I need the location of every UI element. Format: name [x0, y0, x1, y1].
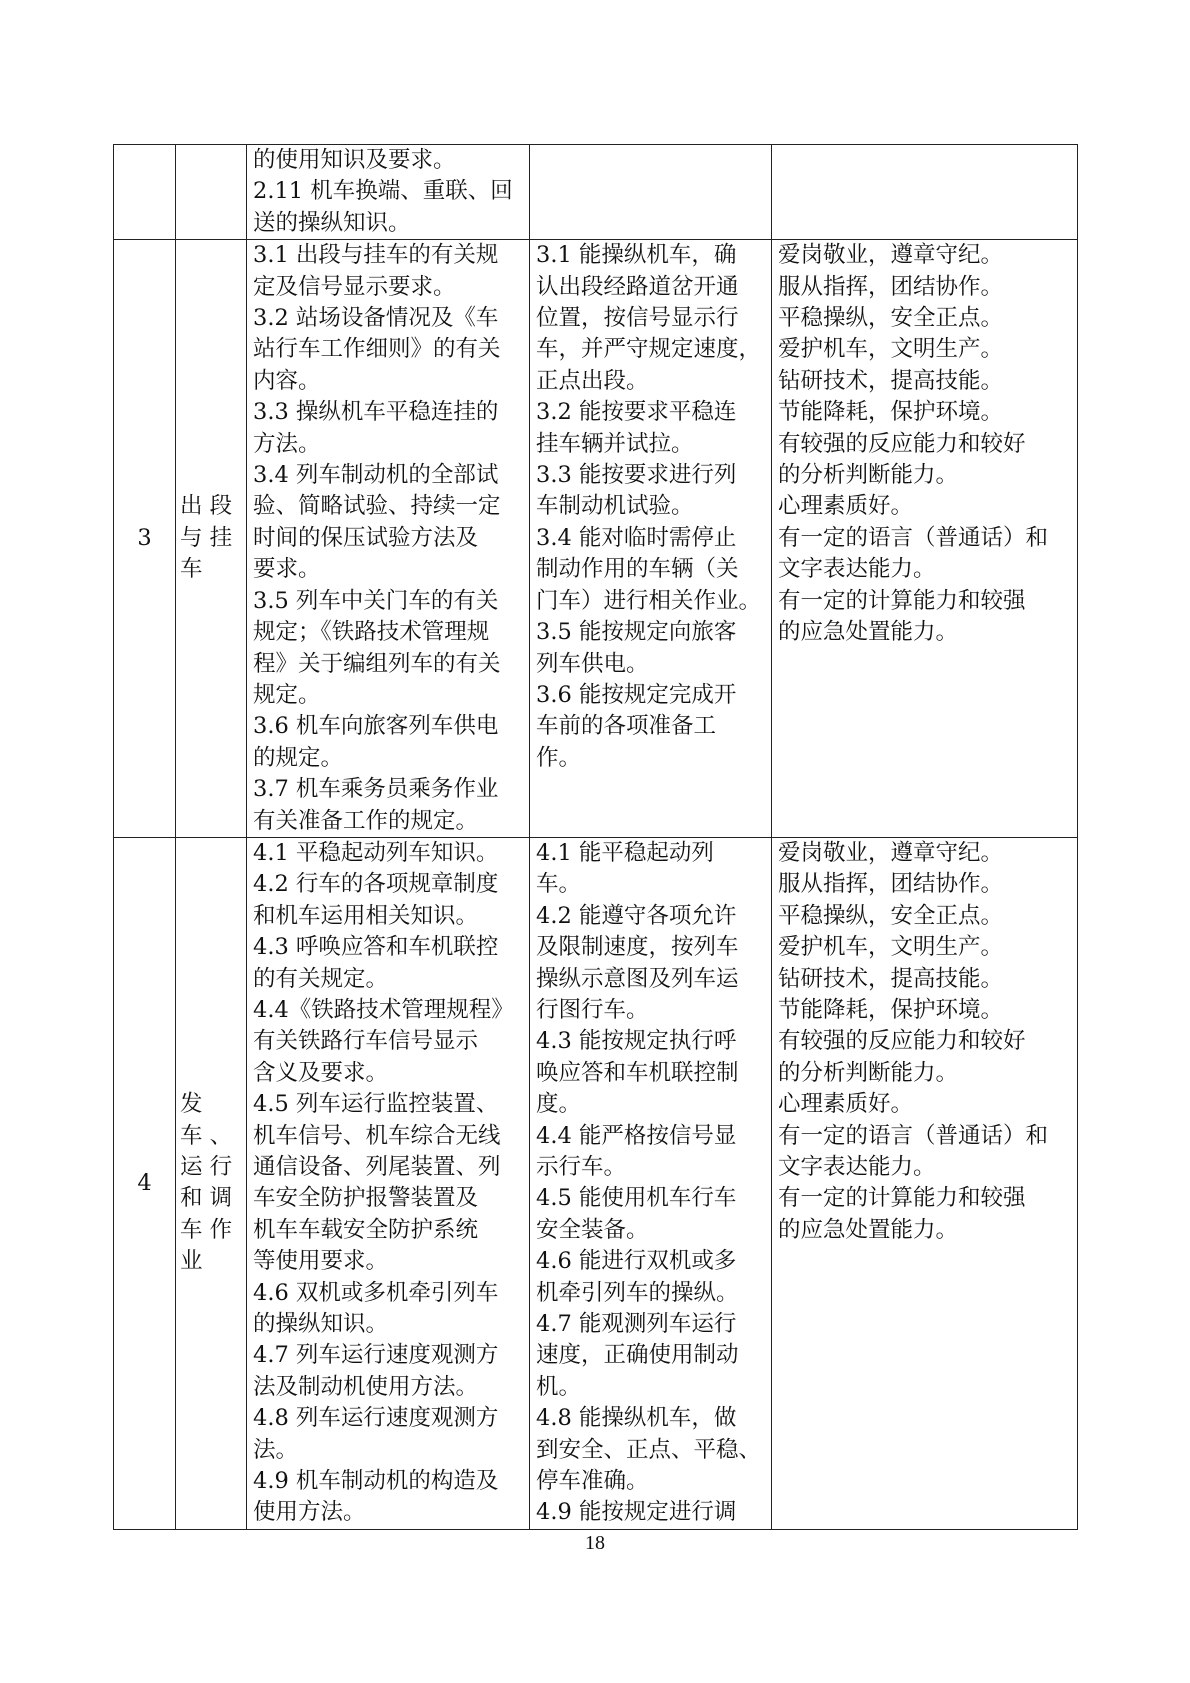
quality-requirements — [772, 837, 1078, 1529]
quality-requirements — [772, 240, 1078, 838]
text-line: 4.5 能使用机车行车 — [536, 1185, 737, 1212]
skill-requirements — [530, 837, 772, 1529]
text-line: 停车准确。 — [536, 1468, 649, 1495]
text-line: 文字表达能力。 — [778, 556, 936, 583]
text-line: 服从指挥，团结协作。 — [778, 871, 1004, 898]
text-line: 制动作用的车辆（关 — [536, 556, 739, 583]
row-number — [114, 145, 176, 240]
text-line: 4.8 列车运行速度观测方 — [253, 1405, 499, 1432]
text-line: 位置，按信号显示行 — [536, 305, 739, 332]
text-line: 安全装备。 — [536, 1216, 649, 1243]
text-line: 爱护机车，文明生产。 — [778, 934, 1004, 961]
text-line: 作。 — [536, 744, 582, 771]
text-line: 车。 — [536, 871, 582, 898]
text-line: 送的操纵知识。 — [253, 209, 411, 236]
text-line: 车 — [180, 556, 203, 583]
text-line: 3.2 能按要求平稳连 — [536, 399, 737, 426]
skill-requirements — [530, 145, 772, 240]
text-line: 爱岗敬业，遵章守纪。 — [778, 839, 1004, 866]
text-line: 的应急处置能力。 — [778, 1216, 959, 1243]
text-line: 爱护机车，文明生产。 — [778, 336, 1004, 363]
text-line: 站行车工作细则》的有关 — [253, 336, 501, 363]
text-line: 到安全、正点、平稳、 — [536, 1436, 762, 1463]
text-line: 2.11 机车换端、重联、回 — [253, 178, 513, 205]
text-line: 4.7 列车运行速度观测方 — [253, 1342, 499, 1369]
text-line: 钻研技术，提高技能。 — [778, 965, 1004, 992]
text-line: 规定。 — [253, 681, 321, 708]
text-line: 4.6 能进行双机或多 — [536, 1248, 737, 1275]
text-line: 车制动机试验。 — [536, 493, 694, 520]
text-line: 列车供电。 — [536, 650, 649, 677]
text-line: 行图行车。 — [536, 996, 649, 1023]
text-line: 4.1 平稳起动列车知识。 — [253, 839, 499, 866]
text-line: 3.4 列车制动机的全部试 — [253, 462, 499, 489]
text-line: 节能降耗，保护环境。 — [778, 399, 1004, 426]
text-line: 4.4 能严格按信号显 — [536, 1122, 737, 1149]
text-line: 机车车载安全防护系统 — [253, 1216, 479, 1243]
text-line: 时间的保压试验方法及 — [253, 524, 479, 551]
text-line: 门车）进行相关作业。 — [536, 587, 762, 614]
text-line: 心理素质好。 — [778, 493, 914, 520]
text-line: 挂车辆并试拉。 — [536, 430, 694, 457]
text-line: 方法。 — [253, 430, 321, 457]
text-line: 3.6 机车向旅客列车供电 — [253, 713, 499, 740]
text-line: 内容。 — [253, 367, 321, 394]
text-line: 与 挂 — [180, 524, 233, 551]
text-line: 通信设备、列尾装置、列 — [253, 1154, 501, 1180]
text-line: 有一定的语言（普通话）和 — [778, 524, 1049, 551]
text-line: 4.9 机车制动机的构造及 — [253, 1468, 499, 1495]
text-line: 3.2 站场设备情况及《车 — [253, 305, 499, 332]
text-line: 验、简略试验、持续一定 — [253, 493, 501, 520]
table-body — [114, 145, 1078, 1530]
text-line: 服从指挥，团结协作。 — [778, 273, 1004, 300]
text-line: 有较强的反应能力和较好 — [778, 1028, 1026, 1055]
text-line: 车，并严守规定速度， — [536, 336, 762, 363]
text-line: 和 调 — [180, 1185, 233, 1212]
text-line: 文字表达能力。 — [778, 1154, 936, 1180]
text-line: 车前的各项准备工 — [536, 713, 717, 740]
text-line: 3.3 能按要求进行列 — [536, 462, 737, 489]
text-line: 3.6 能按规定完成开 — [536, 681, 737, 708]
text-line: 机牵引列车的操纵。 — [536, 1279, 739, 1306]
row-number: 3 — [114, 240, 176, 838]
text-line: 4.7 能观测列车运行 — [536, 1311, 737, 1338]
text-line: 使用方法。 — [253, 1499, 366, 1526]
text-line: 唤应答和车机联控制 — [536, 1059, 739, 1086]
text-line: 机。 — [536, 1373, 582, 1400]
text-line: 平稳操纵，安全正点。 — [778, 305, 1004, 332]
text-line: 认出段经路道岔开通 — [536, 273, 739, 300]
text-line: 3.7 机车乘务员乘务作业 — [253, 776, 499, 803]
text-line: 4.5 列车运行监控装置、 — [253, 1091, 499, 1118]
text-line: 的规定。 — [253, 744, 344, 771]
knowledge-requirements — [247, 145, 530, 240]
text-line: 的使用知识及要求。 — [253, 147, 456, 173]
work-module — [176, 145, 247, 240]
text-line: 操纵示意图及列车运 — [536, 965, 739, 992]
text-line: 及限制速度，按列车 — [536, 934, 739, 961]
text-line: 4.1 能平稳起动列 — [536, 839, 714, 866]
text-line: 的分析判断能力。 — [778, 462, 959, 489]
skill-standard-table — [113, 144, 1078, 1530]
text-line: 有关铁路行车信号显示 — [253, 1028, 479, 1055]
text-line: 和机车运用相关知识。 — [253, 902, 479, 929]
text-line: 车 、 — [180, 1122, 233, 1149]
table-row — [114, 145, 1078, 240]
text-line: 程》关于编组列车的有关 — [253, 650, 501, 677]
text-line: 的操纵知识。 — [253, 1311, 389, 1338]
text-line: 度。 — [536, 1091, 582, 1118]
text-line: 速度，正确使用制动 — [536, 1342, 739, 1369]
text-line: 4.6 双机或多机牵引列车 — [253, 1279, 499, 1306]
text-line: 4.3 能按规定执行呼 — [536, 1028, 737, 1055]
text-line: 3.3 操纵机车平稳连挂的 — [253, 399, 499, 426]
text-line: 业 — [180, 1248, 203, 1275]
text-line: 机车信号、机车综合无线 — [253, 1122, 501, 1149]
text-line: 车 作 — [180, 1216, 233, 1243]
text-line: 4.2 能遵守各项允许 — [536, 902, 737, 929]
work-module — [176, 240, 247, 838]
text-line: 有较强的反应能力和较好 — [778, 430, 1026, 457]
text-line: 3.5 能按规定向旅客 — [536, 619, 737, 646]
table-row — [114, 240, 1078, 838]
page-number: 18 — [585, 1532, 605, 1554]
text-line: 有一定的语言（普通话）和 — [778, 1122, 1049, 1149]
text-line: 的有关规定。 — [253, 965, 389, 992]
text-line: 4.4《铁路技术管理规程》 — [253, 996, 514, 1023]
text-line: 心理素质好。 — [778, 1091, 914, 1118]
text-line: 4.8 能操纵机车，做 — [536, 1405, 737, 1432]
text-line: 正点出段。 — [536, 367, 649, 394]
text-line: 4.9 能按规定进行调 — [536, 1499, 737, 1526]
text-line: 爱岗敬业，遵章守纪。 — [778, 242, 1004, 269]
text-line: 有关准备工作的规定。 — [253, 807, 479, 834]
text-line: 4.2 行车的各项规章制度 — [253, 871, 499, 898]
text-line: 示行车。 — [536, 1154, 627, 1180]
text-line: 的分析判断能力。 — [778, 1059, 959, 1086]
knowledge-requirements — [247, 837, 530, 1529]
text-line: 平稳操纵，安全正点。 — [778, 902, 1004, 929]
table-row — [114, 837, 1078, 1529]
text-line: 含义及要求。 — [253, 1059, 389, 1086]
text-line: 定及信号显示要求。 — [253, 273, 456, 300]
knowledge-requirements — [247, 240, 530, 838]
quality-requirements — [772, 145, 1078, 240]
text-line: 钻研技术，提高技能。 — [778, 367, 1004, 394]
text-line: 有一定的计算能力和较强 — [778, 587, 1026, 614]
text-line: 规定；《铁路技术管理规 — [253, 619, 490, 646]
text-line: 的应急处置能力。 — [778, 619, 959, 646]
work-module — [176, 837, 247, 1529]
row-number: 4 — [114, 837, 176, 1529]
text-line: 要求。 — [253, 556, 321, 583]
text-line: 3.5 列车中关门车的有关 — [253, 587, 499, 614]
text-line: 3.1 能操纵机车，确 — [536, 242, 737, 269]
skill-requirements — [530, 240, 772, 838]
text-line: 发 — [180, 1091, 203, 1118]
text-line: 节能降耗，保护环境。 — [778, 996, 1004, 1023]
text-line: 运 行 — [180, 1154, 233, 1180]
text-line: 车安全防护报警装置及 — [253, 1185, 479, 1212]
text-line: 出 段 — [180, 493, 233, 520]
text-line: 4.3 呼唤应答和车机联控 — [253, 934, 499, 961]
text-line: 法。 — [253, 1436, 299, 1463]
text-line: 3.1 出段与挂车的有关规 — [253, 242, 499, 269]
text-line: 3.4 能对临时需停止 — [536, 524, 737, 551]
text-line: 有一定的计算能力和较强 — [778, 1185, 1026, 1212]
text-line: 等使用要求。 — [253, 1248, 389, 1275]
text-line: 法及制动机使用方法。 — [253, 1373, 479, 1400]
